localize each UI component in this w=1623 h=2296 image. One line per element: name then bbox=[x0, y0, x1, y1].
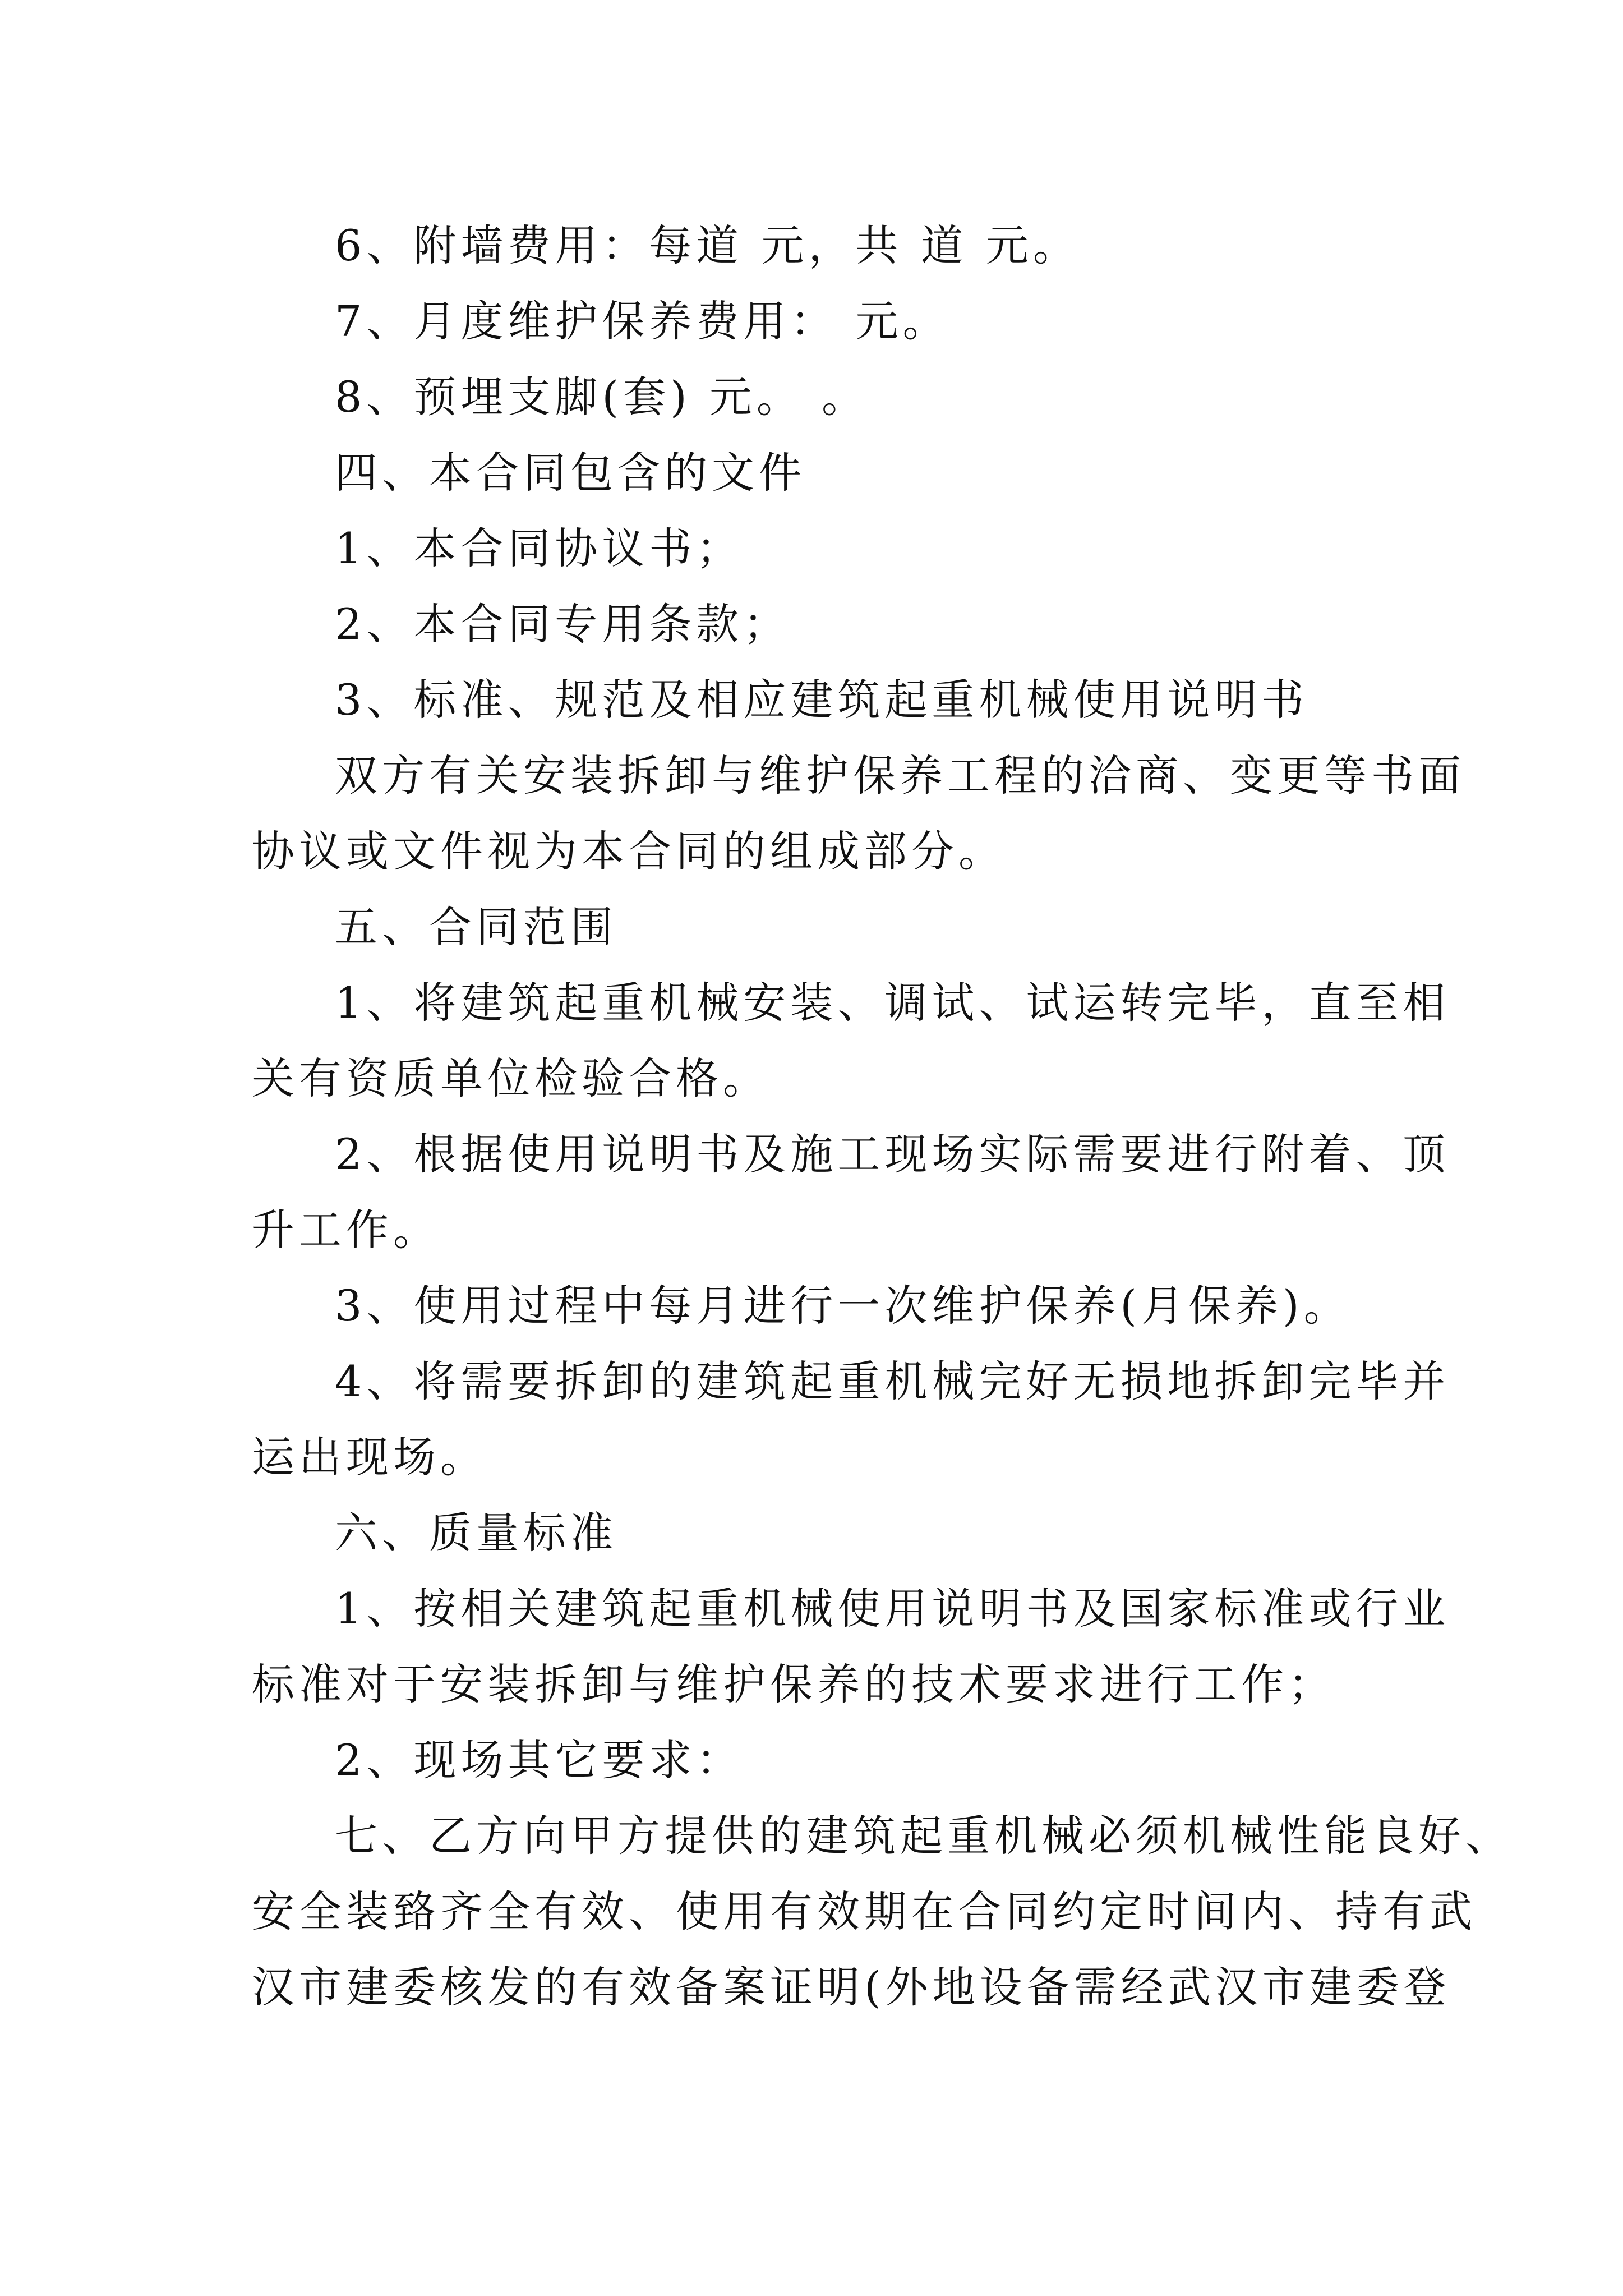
text-line: 4、将需要拆卸的建筑起重机械完好无损地拆卸完毕并 bbox=[335, 1356, 1450, 1406]
text-line: 1、本合同协议书； bbox=[335, 523, 744, 573]
text-line: 2、根据使用说明书及施工现场实际需要进行附着、顶 bbox=[335, 1129, 1450, 1179]
text-line: 运出现场。 bbox=[252, 1432, 487, 1482]
text-line: 2、本合同专用条款； bbox=[335, 599, 791, 649]
text-line: 3、使用过程中每月进行一次维护保养(月保养)。 bbox=[335, 1281, 1351, 1331]
text-line: 2、现场其它要求： bbox=[335, 1735, 744, 1785]
text-line: 1、按相关建筑起重机械使用说明书及国家标准或行业 bbox=[335, 1584, 1450, 1634]
section-heading: 六、质量标准 bbox=[335, 1508, 617, 1558]
text-line: 1、将建筑起重机械安装、调试、试运转完毕，直至相 bbox=[335, 978, 1450, 1028]
section-heading: 五、合同范围 bbox=[335, 902, 617, 952]
text-line: 升工作。 bbox=[252, 1205, 440, 1255]
text-line: 标准对于安装拆卸与维护保养的技术要求进行工作； bbox=[252, 1659, 1335, 1709]
text-line: 安全装臵齐全有效、使用有效期在合同约定时间内、持有武 bbox=[252, 1887, 1477, 1936]
text-line: 3、标准、规范及相应建筑起重机械使用说明书 bbox=[335, 675, 1309, 725]
text-line: 7、月度维护保养费用： 元。 bbox=[335, 296, 950, 346]
text-line: 协议或文件视为本合同的组成部分。 bbox=[252, 826, 1006, 876]
text-line: 关有资质单位检验合格。 bbox=[252, 1053, 770, 1103]
document-body bbox=[252, 208, 1513, 2025]
section-heading: 七、乙方向甲方提供的建筑起重机械必须机械性能良好、 bbox=[335, 1811, 1513, 1861]
text-line: 6、附墙费用：每道 元，共 道 元。 bbox=[335, 220, 1080, 270]
text-line: 双方有关安装拆卸与维护保养工程的洽商、变更等书面 bbox=[335, 751, 1465, 800]
section-heading: 四、本合同包含的文件 bbox=[335, 448, 806, 498]
text-line: 8、预埋支脚(套) 元。 。 bbox=[335, 372, 869, 422]
text-line: 汉市建委核发的有效备案证明(外地设备需经武汉市建委登 bbox=[252, 1962, 1451, 2012]
